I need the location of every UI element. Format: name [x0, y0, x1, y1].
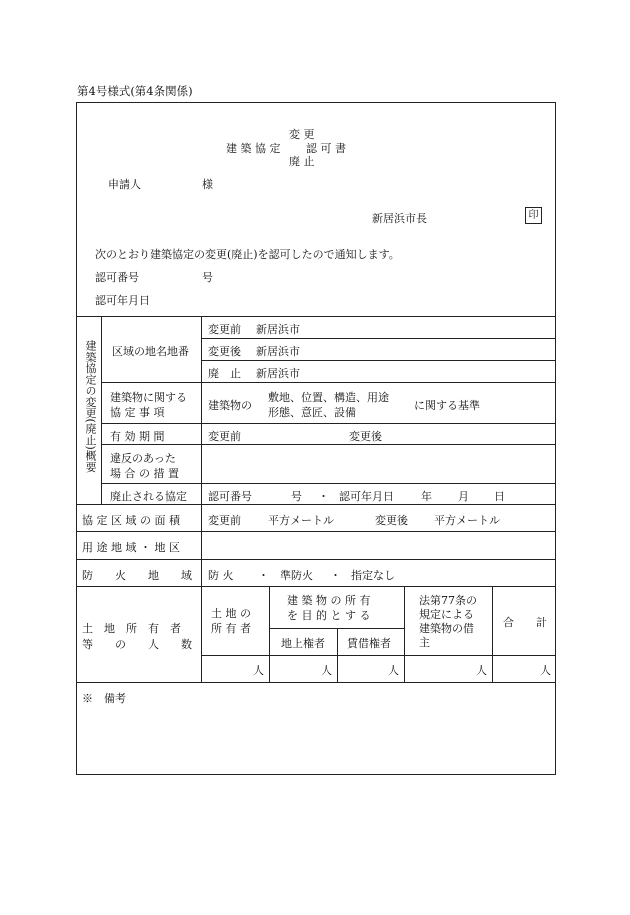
owners-unit: 人: [321, 664, 332, 677]
fire-option-none: 指定なし: [351, 569, 395, 582]
owners-col3-2: 規定による: [419, 608, 474, 621]
rule: [404, 586, 405, 682]
rule: [101, 444, 556, 445]
rule: [76, 316, 556, 317]
building-suffix: に関する基準: [414, 399, 480, 412]
rule: [269, 586, 270, 682]
permit-date-label: 認可年月日: [95, 294, 150, 307]
building-items-label-2: 協 定 事 項: [110, 406, 165, 419]
area-before-city: 新居浜市: [256, 323, 300, 336]
area-after-prefix: 変更後: [208, 345, 241, 358]
abolished-go: 号: [291, 490, 302, 503]
validity-after: 変更後: [349, 430, 382, 443]
rule: [201, 360, 556, 361]
violation-label-1: 違反のあった: [110, 452, 176, 465]
rule: [201, 655, 556, 656]
rule: [76, 504, 556, 505]
owners-col3-1: 法第77条の: [419, 594, 477, 607]
owners-lessee: 賃借権者: [347, 637, 391, 650]
applicant-honorific: 様: [202, 178, 213, 191]
area-size-unit-2: 平方メートル: [434, 514, 500, 527]
owners-total: 合 計: [503, 616, 547, 629]
abolished-dot: ・: [318, 490, 329, 503]
notice-text: 次のとおり建築協定の変更(廃止)を認可したので通知します。: [95, 248, 400, 261]
title-main: 建 築 協 定 認 可 書: [226, 142, 346, 155]
owners-unit: 人: [253, 664, 264, 677]
building-items-2: 形態、意匠、設備: [268, 406, 356, 419]
area-size-label: 協 定 区 域 の 面 積: [82, 514, 180, 527]
issuer-name: 新居浜市長: [372, 212, 427, 225]
fire-label: 防 火 地 域: [82, 569, 192, 582]
owners-col3-4: 主: [419, 636, 430, 649]
rule: [101, 483, 556, 484]
applicant-label: 申請人: [108, 178, 141, 191]
owners-col3-3: 建築物の借: [419, 622, 474, 635]
abolished-month: 月: [458, 490, 469, 503]
abolished-date: 認可年月日: [339, 490, 394, 503]
abolished-year: 年: [421, 490, 432, 503]
fire-option-semi: 準防火: [280, 569, 313, 582]
area-label: 区域の地名地番: [112, 345, 189, 358]
rule: [76, 559, 556, 560]
fire-dot-2: ・: [330, 569, 341, 582]
building-items-1: 敷地、位置、構造、用途: [268, 391, 389, 404]
area-before-prefix: 変更前: [208, 323, 241, 336]
rule: [337, 628, 338, 682]
owners-label-1: 土 地 所 有 者: [82, 622, 181, 635]
remarks-label: ※ 備考: [82, 692, 126, 705]
rule: [76, 682, 556, 683]
owners-col2-1: 建 築 物 の 所 有: [287, 594, 371, 607]
owners-unit: 人: [388, 664, 399, 677]
abolished-day: 日: [494, 490, 505, 503]
permit-number-label: 認可番号: [95, 271, 139, 284]
form-number: 第4号様式(第4条関係): [77, 84, 193, 98]
zoning-label: 用 途 地 域 ・ 地 区: [82, 541, 180, 554]
fire-option-fireproof: 防 火: [208, 569, 234, 582]
rule: [101, 423, 556, 424]
area-size-after: 変更後: [375, 514, 408, 527]
validity-label: 有 効 期 間: [110, 430, 165, 443]
owners-superficies: 地上権者: [281, 637, 325, 650]
owners-col1-2: 所 有 者: [211, 622, 251, 635]
area-after-city: 新居浜市: [256, 345, 300, 358]
rule: [201, 338, 556, 339]
summary-side-label: 建築協定の変更(廃止)概要: [84, 340, 97, 473]
rule: [101, 382, 556, 383]
area-abolish-city: 新居浜市: [256, 367, 300, 380]
abolished-label: 廃止される協定: [110, 490, 187, 503]
owners-unit: 人: [476, 664, 487, 677]
rule: [76, 531, 556, 532]
fire-dot-1: ・: [258, 569, 269, 582]
title-abolish: 廃 止: [289, 155, 315, 168]
area-size-before: 変更前: [208, 514, 241, 527]
seal-mark: 印: [525, 207, 542, 224]
abolished-number: 認可番号: [208, 490, 252, 503]
rule: [492, 586, 493, 682]
owners-unit: 人: [540, 664, 551, 677]
permit-number-suffix: 号: [202, 271, 213, 284]
title-change: 変 更: [289, 128, 315, 141]
owners-label-2: 等 の 人 数: [82, 638, 192, 651]
area-size-unit-1: 平方メートル: [268, 514, 334, 527]
violation-label-2: 場 合 の 措 置: [110, 467, 179, 480]
owners-col1-1: 土 地 の: [211, 607, 251, 620]
rule: [201, 316, 202, 682]
rule: [101, 316, 102, 504]
building-prefix: 建築物の: [208, 399, 252, 412]
building-items-label-1: 建築物に関する: [110, 391, 187, 404]
validity-before: 変更前: [208, 430, 241, 443]
area-abolish-prefix: 廃 止: [208, 367, 241, 380]
owners-col2-2: を 目 的 と す る: [287, 609, 371, 622]
rule: [76, 586, 556, 587]
